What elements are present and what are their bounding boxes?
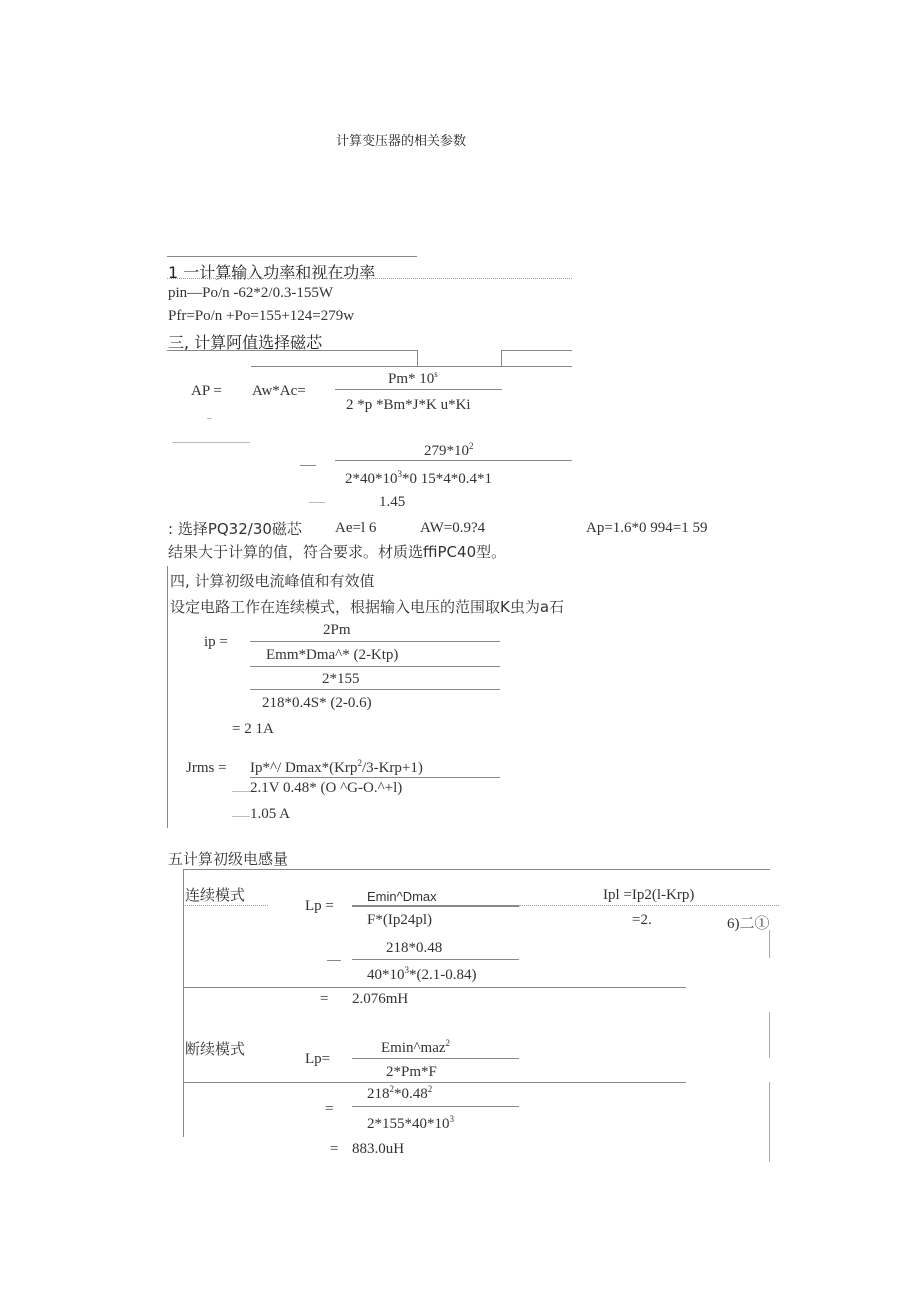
ap-calc: Ap=1.6*0 994=1 59: [586, 520, 708, 536]
fraction-bar: [335, 389, 502, 390]
divider: [207, 418, 212, 419]
discontinuous-mode-label: 断续模式: [185, 1040, 246, 1058]
equals-dash: [300, 465, 316, 466]
fraction-bar: [352, 1106, 519, 1107]
divider: [183, 1082, 686, 1083]
fraction-bar: [250, 777, 500, 778]
ap-label: AP =: [191, 383, 222, 399]
equals-sign: =: [330, 1141, 339, 1157]
ip-numerator: 2Pm: [323, 622, 351, 638]
fraction-bar: [352, 905, 519, 907]
aw-value: AW=0.9?4: [420, 520, 486, 536]
lp-continuous-denominator: F*(Ip24pl): [367, 912, 432, 928]
divider: [167, 566, 168, 828]
fraction-bar: [352, 959, 519, 960]
equals-dash: [309, 502, 325, 503]
equals-sign: =: [320, 991, 329, 1007]
ap-sub-numerator: $279*10^2$: [424, 441, 474, 459]
lp-continuous-result: 2.076mH: [352, 991, 409, 1007]
divider: [167, 350, 417, 351]
ipl-value: =2.: [632, 912, 652, 928]
divider: [519, 905, 779, 906]
equals-dash: [232, 791, 250, 792]
divider: [183, 869, 770, 870]
section1-line2: Pfr=Po/n +Po=155+124=279w: [168, 308, 355, 324]
ap-formula-denominator: 2 *p *Bm*J*K u*Ki: [346, 397, 471, 413]
section4-heading: 四, 计算初级电流峰值和有效值: [170, 572, 375, 590]
equals-dash: [327, 960, 341, 961]
divider: [501, 350, 572, 351]
divider: [769, 930, 770, 958]
ap-formula-numerator: Pm* 10$^s$: [388, 369, 438, 387]
lp-continuous-sub-denominator: $40*10^3*(2.1-0.84)$: [367, 965, 477, 983]
lp-discontinuous-sub-denominator: $2*155*40*10^3$: [367, 1114, 454, 1132]
lp-continuous-numerator: Emin^Dmax: [367, 889, 437, 904]
equals-sign: =: [325, 1101, 334, 1117]
divider: [251, 366, 572, 367]
lp-discontinuous-label: Lp=: [305, 1051, 331, 1067]
conclusion: 结果大于计算的值，符合要求。材质选ffiPC40型。: [168, 543, 507, 561]
divider: [183, 905, 268, 906]
divider: [501, 350, 502, 366]
divider: [417, 350, 418, 366]
divider: [167, 256, 417, 257]
ipl-formula: Ipl =Ip2(l-Krp): [603, 887, 695, 903]
fraction-bar: [250, 666, 500, 667]
core-choice: : 选择PQ32/30磁芯: [168, 520, 302, 538]
lp-discontinuous-sub-numerator: $218^2*0.48^2$: [367, 1084, 433, 1102]
section4-intro: 设定电路工作在连续模式，根据输入电压的范围取K虫为a石: [170, 598, 565, 616]
lp-discontinuous-denominator: 2*Pm*F: [386, 1064, 437, 1080]
equals-dash: [232, 816, 250, 817]
section3-heading: 三, 计算阿值选择磁芯: [168, 333, 323, 352]
section5-heading: 五计算初级电感量: [168, 850, 289, 868]
ap-sub-denominator: $2*40*10^3*0$ 15*4*0.4*1: [345, 469, 492, 487]
ap-result: 1.45: [379, 494, 406, 510]
fraction-bar: [250, 641, 500, 642]
ae-value: Ae=l 6: [335, 520, 377, 536]
lp-discontinuous-result: 883.0uH: [352, 1141, 405, 1157]
lp-continuous-label: Lp =: [305, 898, 334, 914]
divider: [183, 987, 686, 988]
continuous-mode-label: 连续模式: [185, 886, 246, 904]
fraction-bar: [352, 1058, 519, 1059]
fraction-bar: [335, 460, 572, 461]
ip-sub-numerator: 2*155: [322, 671, 360, 687]
lp-continuous-sub-numerator: 218*0.48: [386, 940, 443, 956]
divider: [167, 278, 572, 279]
jrms-formula: Ip*^/ Dmax*(Krp$^2$/3-Krp+1): [250, 758, 423, 776]
divider: [769, 1082, 770, 1162]
jrms-label: Jrms =: [186, 760, 227, 776]
divider: [183, 869, 184, 1137]
ip-result: = 2 1A: [232, 721, 274, 737]
document-title: 计算变压器的相关参数: [336, 134, 467, 149]
ip-sub-denominator: 218*0.4S* (2-0.6): [262, 695, 372, 711]
divider: [769, 1012, 770, 1058]
ipl-tail: 6)二①: [727, 916, 770, 932]
divider: [172, 442, 250, 443]
lp-discontinuous-numerator: Emin^maz$^2$: [381, 1038, 451, 1056]
section1-heading: 1 一计算输入功率和视在功率: [168, 263, 376, 282]
awac-label: Aw*Ac=: [252, 383, 306, 399]
ip-label: ip =: [204, 634, 228, 650]
jrms-sub: 2.1V 0.48* (O ^G-O.^+l): [250, 780, 403, 796]
fraction-bar: [250, 689, 500, 690]
jrms-result: 1.05 A: [250, 806, 291, 822]
ip-denominator: Emm*Dma^* (2-Ktp): [266, 647, 399, 663]
section1-line1: pin—Po/n -62*2/0.3-155W: [168, 285, 333, 301]
